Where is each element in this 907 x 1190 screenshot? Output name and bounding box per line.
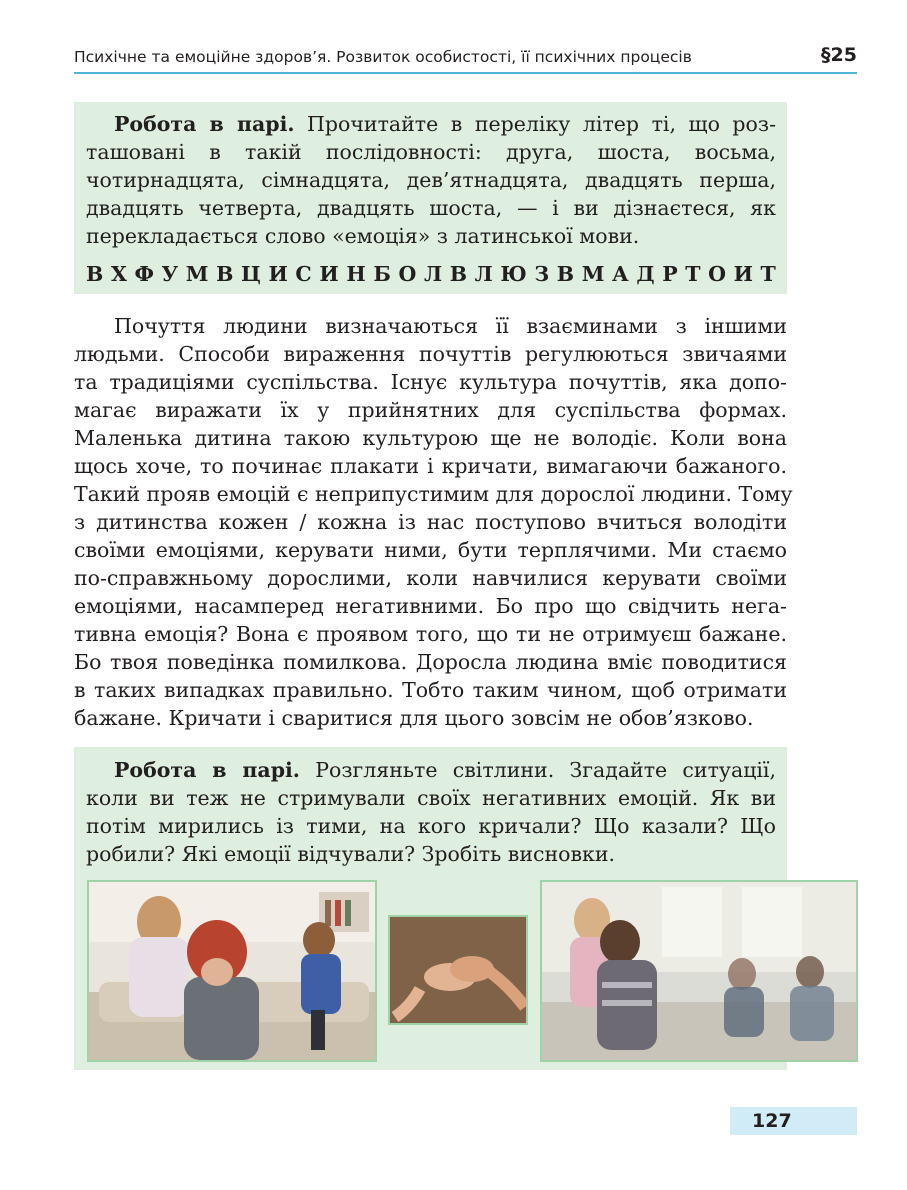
section-number: §25 — [821, 44, 857, 66]
task-2-line-2: потім мирились із тими, на кого кричали? Що казали? Що — [86, 814, 776, 838]
letter-cell: И — [733, 262, 753, 286]
letter-cell: И — [268, 262, 288, 286]
main-line: по-справжньому дорослими, коли навчилися керувати своїми — [74, 566, 787, 590]
task-2-lead: Робота в парі. — [114, 758, 300, 782]
task-2-line-3: робили? Які емоції відчували? Зробіть висновки. — [86, 842, 616, 866]
running-header — [74, 44, 857, 74]
main-line: з дитинства кожен / кожна із нас поступово вчиться володіти — [74, 510, 787, 534]
photo-pinky-promise — [388, 915, 528, 1025]
task-1-line-0: Робота в парі. Прочитайте в переліку літер ті, що роз- — [114, 112, 777, 136]
letter-cell: О — [398, 262, 417, 286]
main-line: Почуття людини визначаються її взаєминами з іншими — [114, 314, 787, 338]
photo-hug — [540, 880, 858, 1062]
letter-cell: Л — [423, 262, 443, 286]
task-1-line-1: ташовані в такій послідовності: друга, шоста, восьма, — [86, 140, 776, 164]
letter-cell: О — [708, 262, 726, 286]
letter-cell: С — [295, 262, 312, 286]
letter-cell: Л — [474, 262, 493, 286]
main-line: Маленька дитина такою культурою ще не володіє. Коли вона — [74, 426, 787, 450]
letter-cell: В — [86, 262, 104, 286]
main-line: магає виражати їх у прийнятних для суспільства формах. — [74, 398, 787, 422]
letter-cell: А — [612, 262, 629, 286]
letter-cell: Б — [373, 262, 391, 286]
task-1-text — [86, 110, 776, 250]
letter-cell: В — [556, 262, 575, 286]
chapter-title: Психічне та емоційне здоров’я. Розвиток особистості, її психічних процесів — [74, 48, 692, 66]
main-line: бажане. Кричати і сваритися для цього зовсім не обов’язково. — [74, 706, 754, 730]
letter-cell: В — [216, 262, 234, 286]
main-line: Бо твоя поведінка помилкова. Доросла людина вміє поводитися — [74, 650, 787, 674]
letter-cell: Ф — [134, 262, 154, 286]
task-2-line-1: коли ви теж не стримували своїх негативних емоцій. Як ви — [86, 786, 776, 810]
letter-cell: И — [319, 262, 339, 286]
main-line: своїми емоціями, керувати ними, бути терплячими. Ми стаємо — [74, 538, 787, 562]
task-1-line-4: перекладається слово «емоція» з латинської мови. — [86, 224, 640, 248]
letter-cell: Р — [662, 262, 678, 286]
letter-cell: Н — [346, 262, 366, 286]
photo-family-quarrel — [87, 880, 377, 1062]
main-line: щось хоче, то починає плакати і кричати, вимагаючи бажаного. — [74, 454, 787, 478]
letter-cell: М — [581, 262, 605, 286]
letter-cell: Х — [110, 262, 127, 286]
page-number: 127 — [730, 1107, 857, 1135]
task-2-text — [86, 756, 776, 868]
letter-cell: М — [185, 262, 209, 286]
main-line: та традиціями суспільства. Існує культура почуттів, яка допо- — [74, 370, 787, 394]
task-2-line-0: Робота в парі. Розгляньте світлини. Згадайте ситуації, — [114, 758, 777, 782]
letter-cell: В — [449, 262, 468, 286]
letter-cell: Д — [636, 262, 655, 286]
main-paragraph — [74, 312, 793, 732]
main-line: в таких випадках правильно. Тобто таким чином, щоб отримати — [74, 678, 787, 702]
letter-cell: У — [161, 262, 179, 286]
task-1-lead: Робота в парі. — [114, 112, 295, 136]
task-1-line-2: чотирнадцята, сімнадцята, дев’ятнадцята, двадцять перша, — [86, 168, 776, 192]
letter-cell: Т — [685, 262, 701, 286]
letter-cell: Ю — [500, 262, 527, 286]
main-line: людьми. Способи вираження почуттів регулюються звичаями — [74, 342, 787, 366]
task-1-line-3: двадцять четверта, двадцять шоста, — і ви дізнаєтеся, як — [86, 196, 776, 220]
letter-cell: Ц — [241, 262, 261, 286]
main-line: емоціями, насамперед негативними. Бо про що свідчить нега- — [74, 594, 787, 618]
main-line: тивна емоція? Вона є проявом того, що ти не отримуєш бажане. — [74, 622, 787, 646]
letter-cell: Т — [760, 262, 776, 286]
letter-sequence — [86, 262, 776, 286]
letter-cell: З — [534, 262, 550, 286]
main-line: Такий прояв емоцій є неприпустимим для дорослої людини. Тому — [74, 482, 793, 506]
